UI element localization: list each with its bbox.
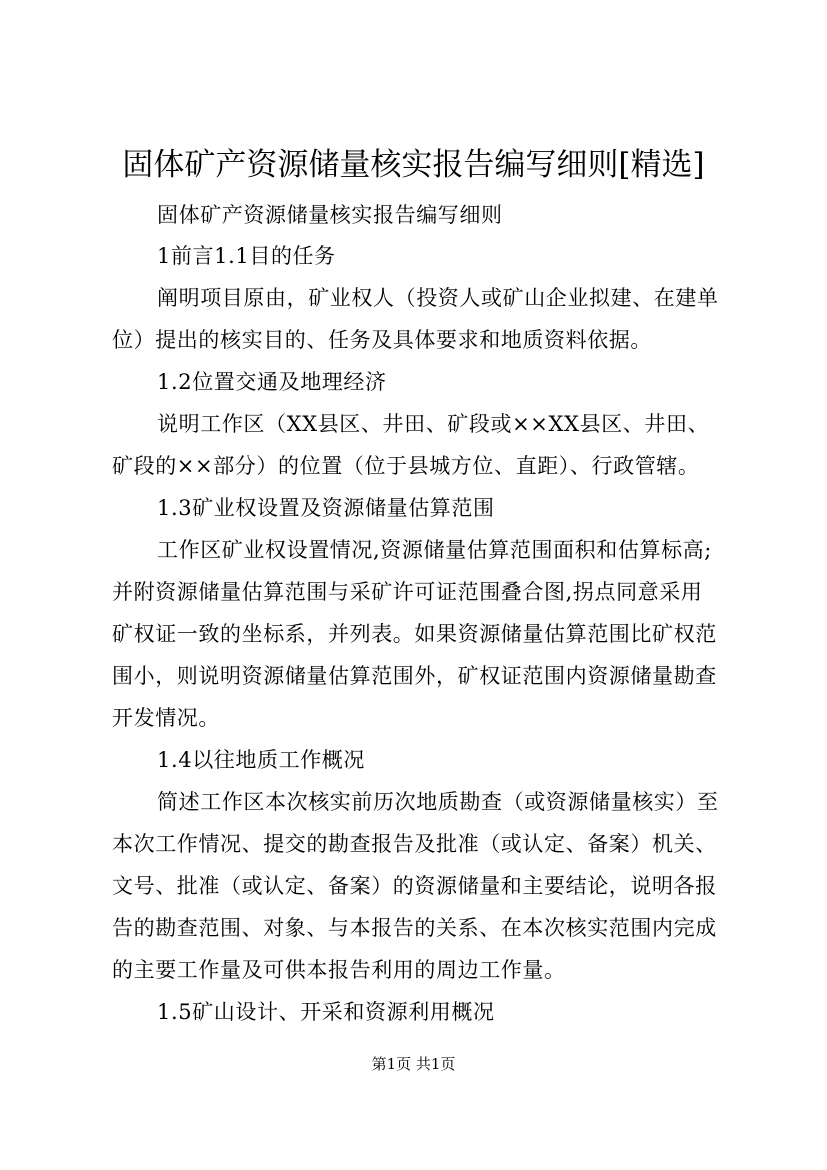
paragraph-line: 围小，则说明资源储量估算范围外，矿权证范围内资源储量勘查 xyxy=(112,664,717,688)
paragraph-line: 告的勘查范围、对象、与本报告的关系、在本次核实范围内完成 xyxy=(112,916,717,940)
paragraph-line: 文号、批准（或认定、备案）的资源储量和主要结论，说明各报 xyxy=(112,874,717,898)
subtitle-line: 固体矿产资源储量核实报告编写细则 xyxy=(157,203,503,227)
paragraph-line: 开发情况。 xyxy=(112,706,220,730)
page-number-footer: 第1页 共1页 xyxy=(371,1055,456,1073)
paragraph-line: 本次工作情况、提交的勘查报告及批准（或认定、备案）机关、 xyxy=(112,832,717,856)
paragraph-line: 位）提出的核实目的、任务及具体要求和地质资料依据。 xyxy=(112,328,652,352)
paragraph-line: 并附资源储量估算范围与采矿许可证范围叠合图,拐点同意采用 xyxy=(112,580,703,604)
section-heading-1: 1前言1.1目的任务 xyxy=(157,244,336,268)
paragraph-line: 的主要工作量及可供本报告利用的周边工作量。 xyxy=(112,958,566,982)
paragraph-line: 说明工作区（XX县区、井田、矿段或××XX县区、井田、 xyxy=(157,412,710,436)
section-heading-1-4: 1.4以往地质工作概况 xyxy=(157,748,365,772)
section-heading-1-3: 1.3矿业权设置及资源储量估算范围 xyxy=(157,496,495,520)
section-heading-1-5: 1.5矿山设计、开采和资源利用概况 xyxy=(157,1000,495,1024)
paragraph-line: 简述工作区本次核实前历次地质勘查（或资源储量核实）至 xyxy=(157,790,719,814)
paragraph-line: 工作区矿业权设置情况,资源储量估算范围面积和估算标高; xyxy=(157,538,712,562)
paragraph-line: 矿权证一致的坐标系，并列表。如果资源储量估算范围比矿权范 xyxy=(112,622,717,646)
paragraph-line: 阐明项目原由，矿业权人（投资人或矿山企业拟建、在建单 xyxy=(157,286,719,310)
section-heading-1-2: 1.2位置交通及地理经济 xyxy=(157,370,387,394)
document-title: 固体矿产资源储量核实报告编写细则[精选] xyxy=(122,147,705,183)
paragraph-line: 矿段的××部分）的位置（位于县城方位、直距）、行政管辖。 xyxy=(112,454,700,478)
